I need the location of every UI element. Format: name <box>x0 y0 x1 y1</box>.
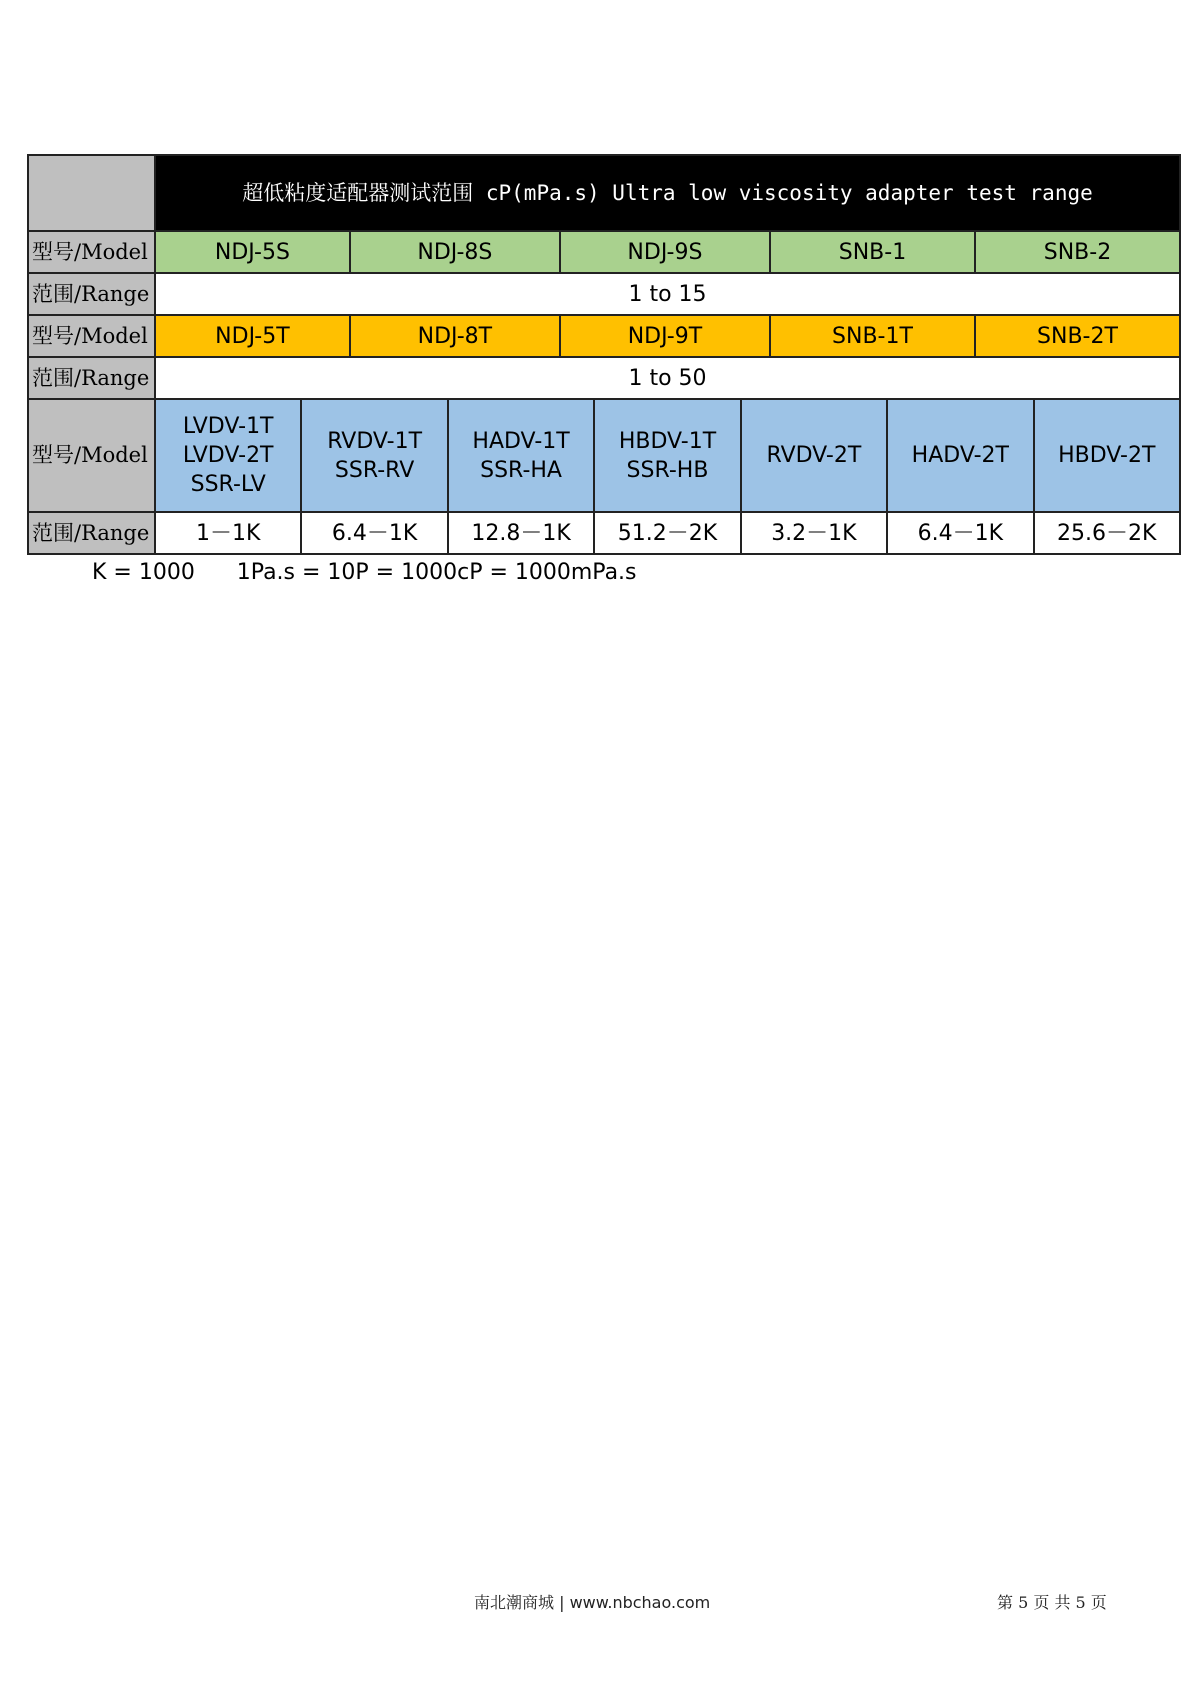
range-cell: 3.2－1K <box>741 512 887 554</box>
range-cell: 1－1K <box>155 512 301 554</box>
corner-cell <box>28 155 155 231</box>
model-cell <box>155 399 301 512</box>
table-title: 超低粘度适配器测试范围 cP(mPa.s) Ultra low viscosity adapter test range <box>155 155 1180 231</box>
model-name: HADV-1T <box>472 428 570 454</box>
unit-note: K = 1000 1Pa.s = 10P = 1000cP = 1000mPa.s <box>92 560 637 585</box>
model-name: SSR-RV <box>334 457 415 483</box>
table-row <box>28 512 1180 554</box>
range-cell: 6.4－1K <box>301 512 447 554</box>
model-cell <box>301 399 447 512</box>
model-name: LVDV-2T <box>182 443 274 468</box>
model-cell <box>741 399 887 512</box>
model-cell: NDJ-5S <box>156 232 350 272</box>
model-cell: NDJ-9S <box>560 232 770 272</box>
footer-site: 南北潮商城 | www.nbchao.com <box>474 1593 711 1612</box>
viscosity-range-table <box>27 154 1181 555</box>
range-label: 范围/Range <box>28 512 155 554</box>
model-cell <box>448 399 594 512</box>
footer-page-number: 第 5 页 共 5 页 <box>997 1593 1107 1612</box>
model-name: HBDV-1T <box>618 428 717 454</box>
model-cell: SNB-1 <box>770 232 975 272</box>
range-cell: 6.4－1K <box>887 512 1033 554</box>
table-row <box>28 273 1180 315</box>
model-name: RVDV-2T <box>766 443 862 468</box>
model-label: 型号/Model <box>28 315 155 357</box>
model-name: SSR-HB <box>626 457 709 483</box>
model-cell: NDJ-8S <box>350 232 560 272</box>
table-row <box>28 315 1180 357</box>
model-cell <box>887 399 1033 512</box>
range-cell: 12.8－1K <box>448 512 594 554</box>
model-cell: SNB-2 <box>975 232 1179 272</box>
model-cell: NDJ-8T <box>350 316 560 356</box>
model-name: SSR-LV <box>190 472 266 497</box>
model-name: SSR-HA <box>480 457 562 483</box>
table-row <box>28 231 1180 273</box>
model-cell <box>594 399 740 512</box>
range-cell: 1 to 15 <box>155 273 1180 315</box>
range-label: 范围/Range <box>28 273 155 315</box>
model-label: 型号/Model <box>28 399 155 512</box>
range-label: 范围/Range <box>28 357 155 399</box>
model-cell: NDJ-5T <box>156 316 350 356</box>
range-cell: 25.6－2K <box>1034 512 1180 554</box>
model-name: RVDV-1T <box>327 428 423 454</box>
model-cell: SNB-2T <box>975 316 1179 356</box>
model-name: HADV-2T <box>911 443 1009 468</box>
range-cell: 51.2－2K <box>594 512 740 554</box>
table-row <box>28 357 1180 399</box>
model-cell <box>1034 399 1180 512</box>
model-label: 型号/Model <box>28 231 155 273</box>
model-name: LVDV-1T <box>182 414 274 439</box>
model-cell: SNB-1T <box>770 316 975 356</box>
model-name: HBDV-2T <box>1058 443 1156 468</box>
range-cell: 1 to 50 <box>155 357 1180 399</box>
model-cell: NDJ-9T <box>560 316 770 356</box>
table-row <box>28 399 1180 512</box>
